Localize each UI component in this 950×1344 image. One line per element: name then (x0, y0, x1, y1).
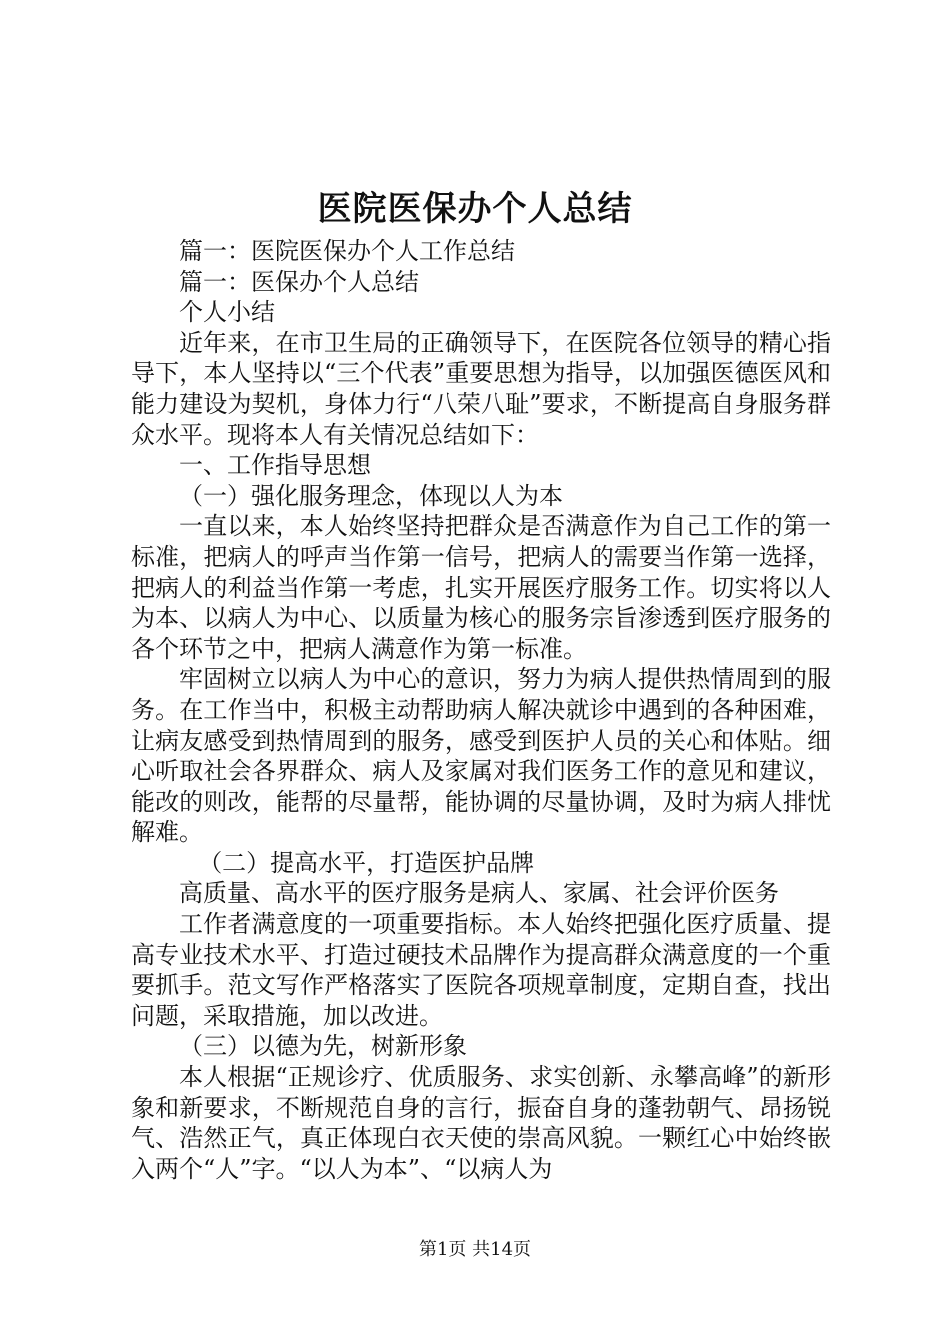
paragraph-body: 本人根据“正规诊疗、优质服务、求实创新、永攀高峰”的新形象和新要求，不断规范自身的言行，振奋自身的蓬勃朝气、昂扬锐气、浩然正气，真正体现白衣天使的崇高风貌。一颗红心中始终嵌入两个“人”字。“以人为本”、“以病人为 (131, 1063, 831, 1183)
paragraph-body: 牢固树立以病人为中心的意识，努力为病人提供热情周到的服务。在工作当中，积极主动帮助病人解决就诊中遇到的各种困难，让病友感受到热情周到的服务，感受到医护人员的关心和体贴。细心听取社会各界群众、病人及家属对我们医务工作的意见和建议，能改的则改，能帮的尽量帮，能协调的尽量协调，及时为病人排忧解难。 (131, 665, 831, 847)
document-body (131, 236, 831, 1184)
paragraph-body: 高质量、高水平的医疗服务是病人、家属、社会评价医务 (179, 879, 779, 908)
paragraph-heading-service-concept: （一）强化服务理念，体现以人为本 (179, 481, 563, 510)
paragraph-subtitle: 个人小结 (179, 298, 275, 327)
paragraph-section-heading-1: 篇一：医院医保办个人工作总结 (179, 237, 515, 265)
document-title: 医院医保办个人总结 (317, 189, 633, 229)
paragraph-intro: 近年来，在市卫生局的正确领导下，在医院各位领导的精心指导下，本人坚持以“三个代表”重要思想为指导，以加强医德医风和能力建设为契机，身体力行“八荣八耻”要求，不断提高自身服务群众水平。现将本人有关情况总结如下： (131, 328, 831, 449)
paragraph-heading-guiding-thought: 一、工作指导思想 (179, 451, 371, 480)
paragraph-body: 一直以来，本人始终坚持把群众是否满意作为自己工作的第一标准，把病人的呼声当作第一信号，把病人的需要当作第一选择，把病人的利益当作第一考虑，扎实开展医疗服务工作。切实将以人为本、以病人为中心、以质量为核心的服务宗旨渗透到医疗服务的各个环节之中，把病人满意作为第一标准。 (131, 512, 831, 663)
paragraph-body: 工作者满意度的一项重要指标。本人始终把强化医疗质量、提高专业技术水平、打造过硬技术品牌作为提高群众满意度的一个重要抓手。范文写作严格落实了医院各项规章制度，定期自查，找出问题，采取措施，加以改进。 (131, 910, 831, 1030)
paragraph-heading-improve-level: （二）提高水平，打造医护品牌 (198, 848, 535, 877)
paragraph-section-heading-2: 篇一：医保办个人总结 (179, 267, 419, 296)
page-number-footer: 第1页 共14页 (418, 1239, 532, 1260)
paragraph-heading-virtue-first: （三）以德为先，树新形象 (179, 1032, 467, 1061)
